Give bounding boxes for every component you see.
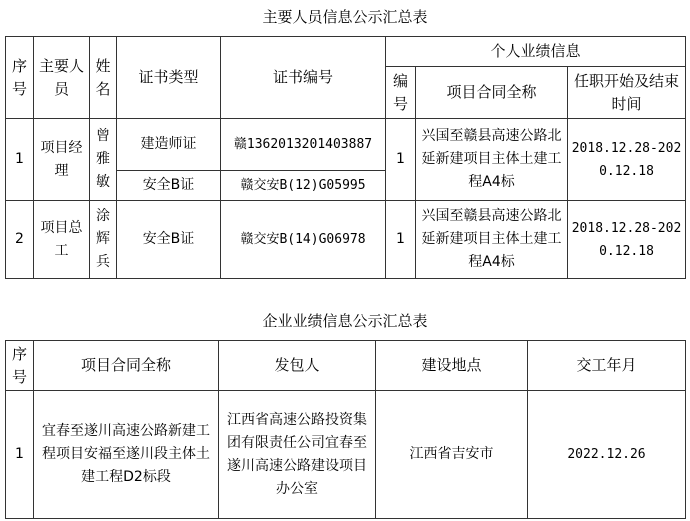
- ent-header-seq: 序号: [6, 341, 34, 391]
- header-cert-no: 证书编号: [221, 37, 386, 119]
- ent-row1-client: 江西省高速公路投资集团有限责任公司宜春至遂川高速公路建设项目办公室: [219, 391, 376, 519]
- header-perf-no: 编号: [386, 67, 416, 119]
- row2-period: 2018.12.28-2020.12.18: [568, 201, 686, 279]
- row1-perf-no: 1: [386, 119, 416, 201]
- row2-seq: 2: [6, 201, 34, 279]
- row1-name: 曾雅敏: [90, 119, 117, 201]
- header-seq: 序号: [6, 37, 34, 119]
- ent-header-location: 建设地点: [376, 341, 528, 391]
- row2-cert-type: 安全B证: [117, 201, 221, 279]
- row2-cert-no: 赣交安B(14)G06978: [221, 201, 386, 279]
- ent-header-client: 发包人: [219, 341, 376, 391]
- row2-project: 兴国至赣县高速公路北延新建项目主体土建工程A4标: [416, 201, 568, 279]
- header-role: 主要人员: [34, 37, 90, 119]
- row1-period: 2018.12.28-2020.12.18: [568, 119, 686, 201]
- row1-seq: 1: [6, 119, 34, 201]
- header-cert-type: 证书类型: [117, 37, 221, 119]
- ent-header-completion: 交工年月: [528, 341, 686, 391]
- row1-role: 项目经理: [34, 119, 90, 201]
- enterprise-table-title: 企业业绩信息公示汇总表: [262, 312, 428, 330]
- row1-cert-type-2: 安全B证: [117, 171, 221, 201]
- row2-role: 项目总工: [34, 201, 90, 279]
- ent-row1-seq: 1: [6, 391, 34, 519]
- ent-row1-completion: 2022.12.26: [528, 391, 686, 519]
- row1-cert-no-1: 赣1362013201403887: [221, 119, 386, 171]
- row2-perf-no: 1: [386, 201, 416, 279]
- row2-name: 涂辉兵: [90, 201, 117, 279]
- row1-cert-no-2: 赣交安B(12)G05995: [221, 171, 386, 201]
- header-period: 任职开始及结束时间: [568, 67, 686, 119]
- ent-row1-project: 宜春至遂川高速公路新建工程项目安福至遂川段主体土建工程D2标段: [34, 391, 219, 519]
- header-project: 项目合同全称: [416, 67, 568, 119]
- row1-cert-type-1: 建造师证: [117, 119, 221, 171]
- personnel-table-title: 主要人员信息公示汇总表: [262, 8, 428, 26]
- header-name: 姓名: [90, 37, 117, 119]
- ent-row1-location: 江西省吉安市: [376, 391, 528, 519]
- ent-header-project: 项目合同全称: [34, 341, 219, 391]
- row1-project: 兴国至赣县高速公路北延新建项目主体土建工程A4标: [416, 119, 568, 201]
- personnel-table: [5, 36, 686, 279]
- header-perf-group: 个人业绩信息: [386, 37, 686, 67]
- enterprise-table: [5, 340, 686, 519]
